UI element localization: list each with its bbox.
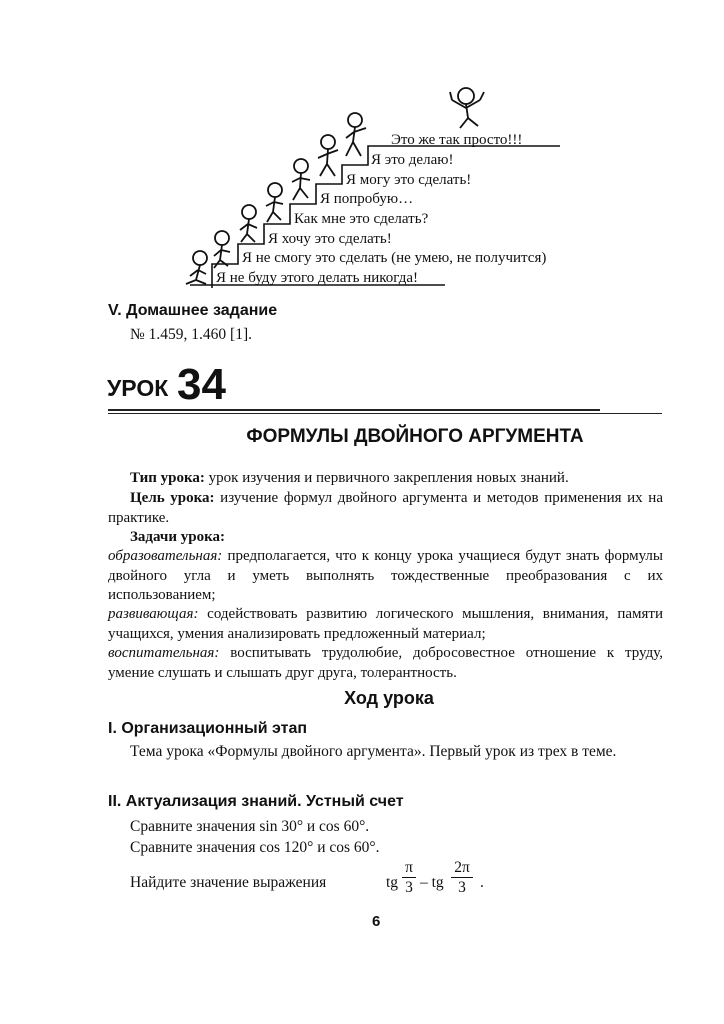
header-rule-thin xyxy=(108,413,662,414)
step-label-4: Как мне это сделать? xyxy=(294,211,429,227)
step-label-3: Я хочу это сделать! xyxy=(268,231,392,247)
step-label-1: Я не буду этого делать никогда! xyxy=(216,270,418,286)
lesson-goal-label: Цель урока: xyxy=(130,490,215,506)
lesson-type-text: урок изучения и первичного закрепления новых знаний. xyxy=(204,470,569,486)
staircase-illustration xyxy=(0,0,724,300)
homework-heading: V. Домашнее задание xyxy=(108,302,278,319)
lesson-number: 34 xyxy=(177,360,226,409)
fraction-2-denominator: 3 xyxy=(458,879,466,896)
stage-1-heading: I. Организационный этап xyxy=(108,720,307,737)
lesson-goal-text: изучение формул двойного аргумента и методов применения их на практике. xyxy=(108,490,663,526)
fraction-2-numerator: 2π xyxy=(454,859,470,876)
task-upbringing xyxy=(108,644,663,683)
expr-tg-1: tg xyxy=(386,874,399,891)
question-2: Сравните значения cos 120° и cos 60°. xyxy=(130,839,380,856)
question-1: Сравните значения sin 30° и cos 60°. xyxy=(130,818,370,835)
step-label-8: Это же так просто!!! xyxy=(391,132,523,148)
lesson-title: ФОРМУЛЫ ДВОЙНОГО АРГУМЕНТА xyxy=(246,426,584,447)
lesson-tasks-heading xyxy=(108,528,663,548)
stage-2-heading: II. Актуализация знаний. Устный счет xyxy=(108,793,404,810)
lesson-type-label: Тип урока: xyxy=(130,470,205,486)
fraction-1-numerator: π xyxy=(405,859,413,876)
homework-text: № 1.459, 1.460 [1]. xyxy=(130,326,252,343)
task-developing-label: развивающая: xyxy=(108,606,199,622)
lesson-tasks-label: Задачи урока: xyxy=(130,529,226,545)
page-number: 6 xyxy=(372,913,381,930)
step-label-5: Я попробую… xyxy=(320,191,414,207)
task-educational-label: образовательная: xyxy=(108,548,223,564)
expr-period: . xyxy=(480,874,484,891)
step-label-7: Я это делаю! xyxy=(371,152,454,168)
stage-1-text: Тема урока «Формулы двойного аргумента». Первый урок из трех в теме. xyxy=(130,743,617,760)
lesson-goal xyxy=(108,489,663,528)
task-developing xyxy=(108,605,663,644)
fraction-pi-over-3 xyxy=(402,859,416,896)
step-label-6: Я могу это сделать! xyxy=(346,172,472,188)
task-educational xyxy=(108,547,663,606)
lesson-word: УРОК xyxy=(107,375,169,401)
header-rule-thick xyxy=(108,409,600,411)
task-educational-text: предполагается, что к концу урока учащиеся будут знать формулы двойного угла и уметь выполнять тождественные преобразования с их использованием; xyxy=(108,548,663,603)
fraction-1-denominator: 3 xyxy=(405,879,413,896)
task-upbringing-text: воспитывать трудолюбие, добросовестное отношение к труду, умение слушать и слышать друг друга, толерантность. xyxy=(108,645,663,681)
expr-minus-tg: – tg xyxy=(420,874,444,891)
question-3: Найдите значение выражения xyxy=(130,874,327,891)
course-title: Ход урока xyxy=(344,688,434,708)
task-upbringing-label: воспитательная: xyxy=(108,645,220,661)
lesson-type xyxy=(108,469,663,489)
fraction-2pi-over-3 xyxy=(451,859,473,896)
task-developing-text: содействовать развитию логического мышления, внимания, памяти учащихся, умения анализировать предложенный материал; xyxy=(108,606,663,642)
step-label-2: Я не смогу это сделать (не умею, не получится) xyxy=(242,250,547,266)
